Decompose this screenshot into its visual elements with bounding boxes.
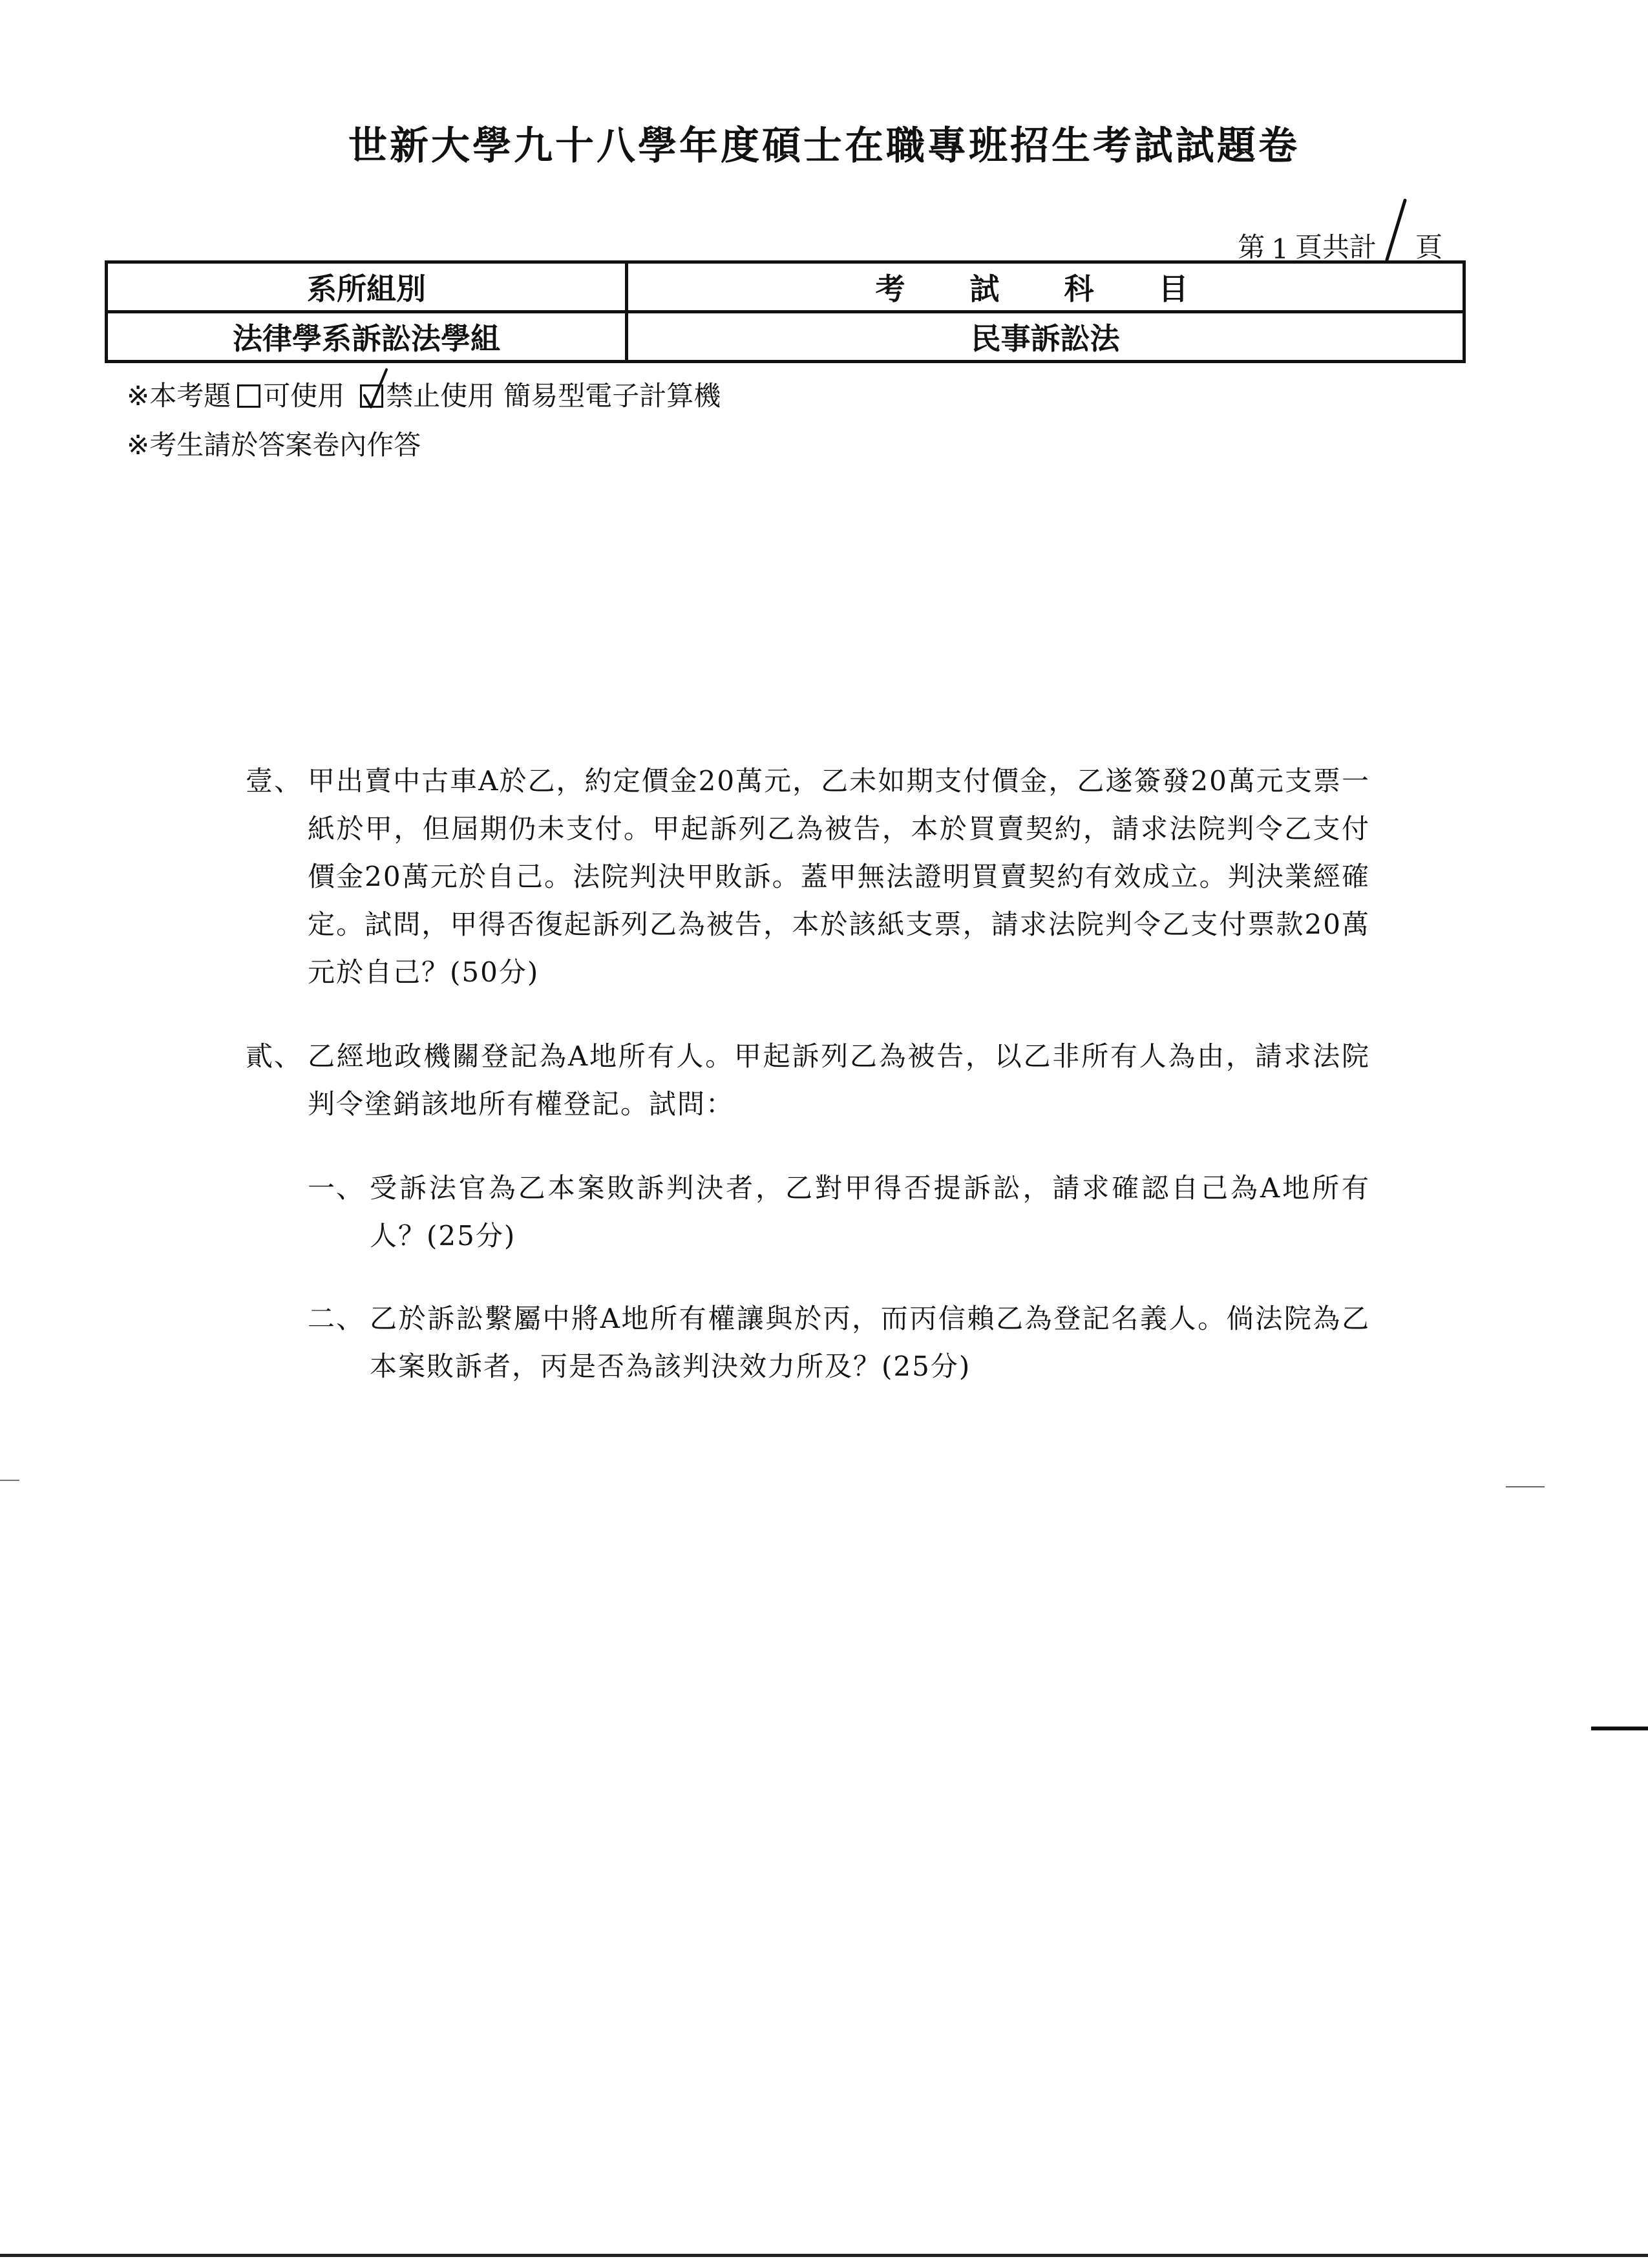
question-1-number: 壹、	[246, 765, 303, 797]
scan-mark-right	[1591, 1727, 1648, 1730]
allowed-label: 可使用	[263, 380, 345, 412]
calculator-suffix: 簡易型電子計算機	[503, 380, 721, 412]
sub-question-1	[308, 1164, 1370, 1260]
forbidden-label: 禁止使用	[386, 380, 495, 412]
questions-section	[246, 757, 1370, 1391]
scan-mark-dash	[1506, 1486, 1545, 1487]
page-prefix: 第	[1238, 231, 1265, 263]
sub-question-2-text: 乙於訴訟繫屬中將A地所有權讓與於丙，而丙信賴乙為登記名義人。倘法院為乙本案敗訴者，丙是否為該判決效力所及？(25分)	[370, 1303, 1370, 1382]
sub-question-2	[308, 1295, 1370, 1391]
subject-header: 考 試 科 目	[627, 262, 1464, 312]
page-number: 1	[1271, 233, 1289, 265]
answer-note: ※考生請於答案卷內作答	[127, 429, 421, 461]
forbidden-checkbox[interactable]	[360, 384, 383, 408]
question-2-number: 貳、	[246, 1040, 303, 1072]
page-total-label: 頁共計	[1294, 231, 1377, 263]
sub-question-1-number: 一、	[308, 1172, 365, 1204]
question-2-text: 乙經地政機關登記為A地所有人。甲起訴列乙為被告，以乙非所有人為由，請求法院判令塗銷該地所有權登記。試問：	[308, 1040, 1370, 1120]
subject-value: 民事訴訟法	[627, 312, 1464, 362]
exam-notes	[127, 372, 721, 470]
sub-question-1-text: 受訴法官為乙本案敗訴判決者，乙對甲得否提訴訟，請求確認自己為A地所有人？(25分)	[370, 1172, 1370, 1252]
page-suffix: 頁	[1415, 231, 1442, 263]
dept-header: 系所組別	[107, 262, 627, 312]
sub-question-2-number: 二、	[308, 1303, 365, 1334]
dept-value: 法律學系訴訟法學組	[107, 312, 627, 362]
calculator-note	[127, 372, 721, 421]
scan-bottom-border	[0, 2254, 1648, 2257]
scan-mark-left	[0, 1480, 19, 1481]
question-1-text: 甲出賣中古車A於乙，約定價金20萬元，乙未如期支付價金，乙遂簽發20萬元支票一紙於甲，但屆期仍未支付。甲起訴列乙為被告，本於買賣契約，請求法院判令乙支付價金20萬元於自己。法院判決甲敗訴。蓋甲無法證明買賣契約有效成立。判決業經確定。試問，甲得否復起訴列乙為被告，本於該紙支票，請求法院判令乙支付票款20萬元於自己？(50分)	[308, 765, 1370, 988]
checkmark-icon	[361, 367, 392, 412]
question-1	[246, 757, 1370, 996]
calculator-prefix: ※本考題	[127, 380, 231, 412]
info-table	[105, 260, 1466, 363]
allowed-checkbox[interactable]	[237, 384, 260, 408]
handwritten-slash-icon	[1383, 213, 1409, 265]
page-count	[1238, 213, 1442, 265]
exam-title: 世新大學九十八學年度碩士在職專班招生考試試題卷	[348, 123, 1300, 169]
question-2	[246, 1033, 1370, 1128]
